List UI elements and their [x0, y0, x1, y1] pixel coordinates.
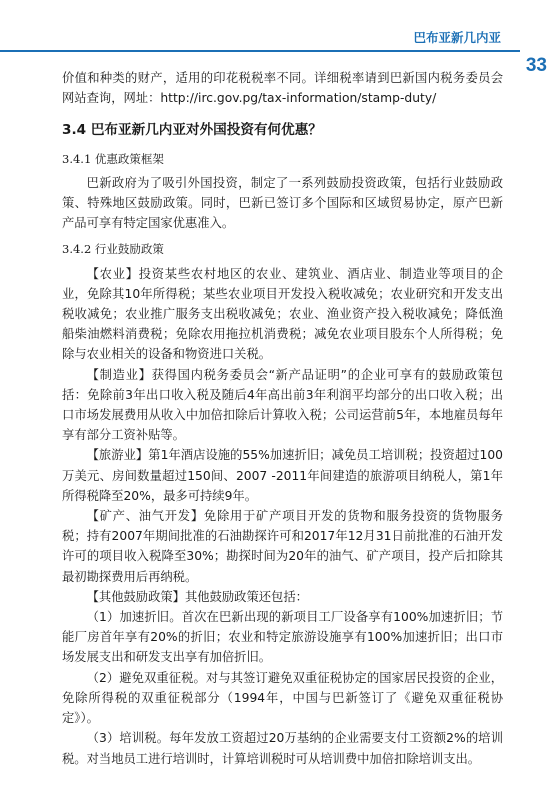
other-policy-item-2: （2）避免双重征税。对与其签订避免双重征税协定的国家居民投资的企业，免除所得税的双重征税部分（1994年，中国与巴新签订了《避免双重征税协定》）。 — [62, 670, 503, 726]
subsection-heading-3-4-1: 3.4.1 优惠政策框架 — [62, 151, 164, 166]
manufacturing-paragraph: 【制造业】获得国内税务委员会“新产品证明”的企业可享有的鼓励政策包括：免除前3年出口收入税及随后4年高出前3年利润平均部分的出口收入税；出口市场发展费用从收入中加倍扣除后计算收入税；公司运营前5年，本地雇员每年享有部分工资补贴等。 — [62, 367, 503, 443]
other-policy-item-3: （3）培训税。每年发放工资超过20万基纳的企业需要支付工资额2%的培训税。对当地员工进行培训时，计算培训税时可从培训费中加倍扣除培训支出。 — [62, 731, 503, 766]
other-policies-intro: 【其他鼓励政策】其他鼓励政策还包括： — [86, 589, 308, 604]
section-heading-3-4: 3.4 巴布亚新几内亚对外国投资有何优惠？ — [62, 122, 322, 139]
subsection-heading-3-4-2: 3.4.2 行业鼓励政策 — [62, 242, 164, 257]
mining-paragraph: 【矿产、油气开发】免除用于矿产项目开发的货物和服务投资的货物服务税；持有2007年期间批准的石油勘探许可和2017年12月31日前批准的石油开发许可的项目收入税降至30%；勘探时间为20年的油气、矿产项目，投产后扣除其最初勘探费用后再纳税。 — [62, 509, 503, 584]
tourism-paragraph: 【旅游业】第1年酒店设施的55%加速折旧；减免员工培训税；投资超过100万美元、房间数量超过150间、2007 -2011年间建造的旅游项目纳税人，第1年所得税降至20%，最多可持续9年。 — [62, 448, 503, 503]
intro-paragraph: 价值和种类的财产，适用的印花税税率不同。详细税率请到巴新国内税务委员会网站查询，网址：http://irc.gov.pg/tax-information/stamp-duty/ — [62, 71, 503, 106]
policy-framework-paragraph: 巴新政府为了吸引外国投资，制定了一系列鼓励投资政策，包括行业鼓励政策、特殊地区鼓励政策。同时，巴新已签订多个国际和区域贸易协定，原产巴新产品可享有特定国家优惠准入。 — [62, 175, 503, 231]
page-number: 33 — [525, 55, 547, 76]
agriculture-paragraph: 【农业】投资某些农村地区的农业、建筑业、酒店业、制造业等项目的企业，免除其10年所得税；某些农业项目开发投入税收减免；农业研究和开发支出税收减免；农业推广服务支出税收减免；农业、渔业资产投入税收减免；降低渔船柴油燃料消费税；免除农用拖拉机消费税；减免农业项目股东个人所得税；免除与农业相关的设备和物资进口关税。 — [62, 266, 503, 362]
running-header-title: 巴布亚新几内亚 — [413, 30, 501, 45]
other-policy-item-1: （1）加速折旧。首次在巴新出现的新项目工厂设备享有100%加速折旧；节能厂房首年享有20%的折旧；农业和特定旅游设施享有100%加速折旧；出口市场发展支出和研发支出享有加倍折旧。 — [62, 610, 503, 665]
header-rule — [0, 50, 520, 52]
page-content — [62, 68, 503, 769]
